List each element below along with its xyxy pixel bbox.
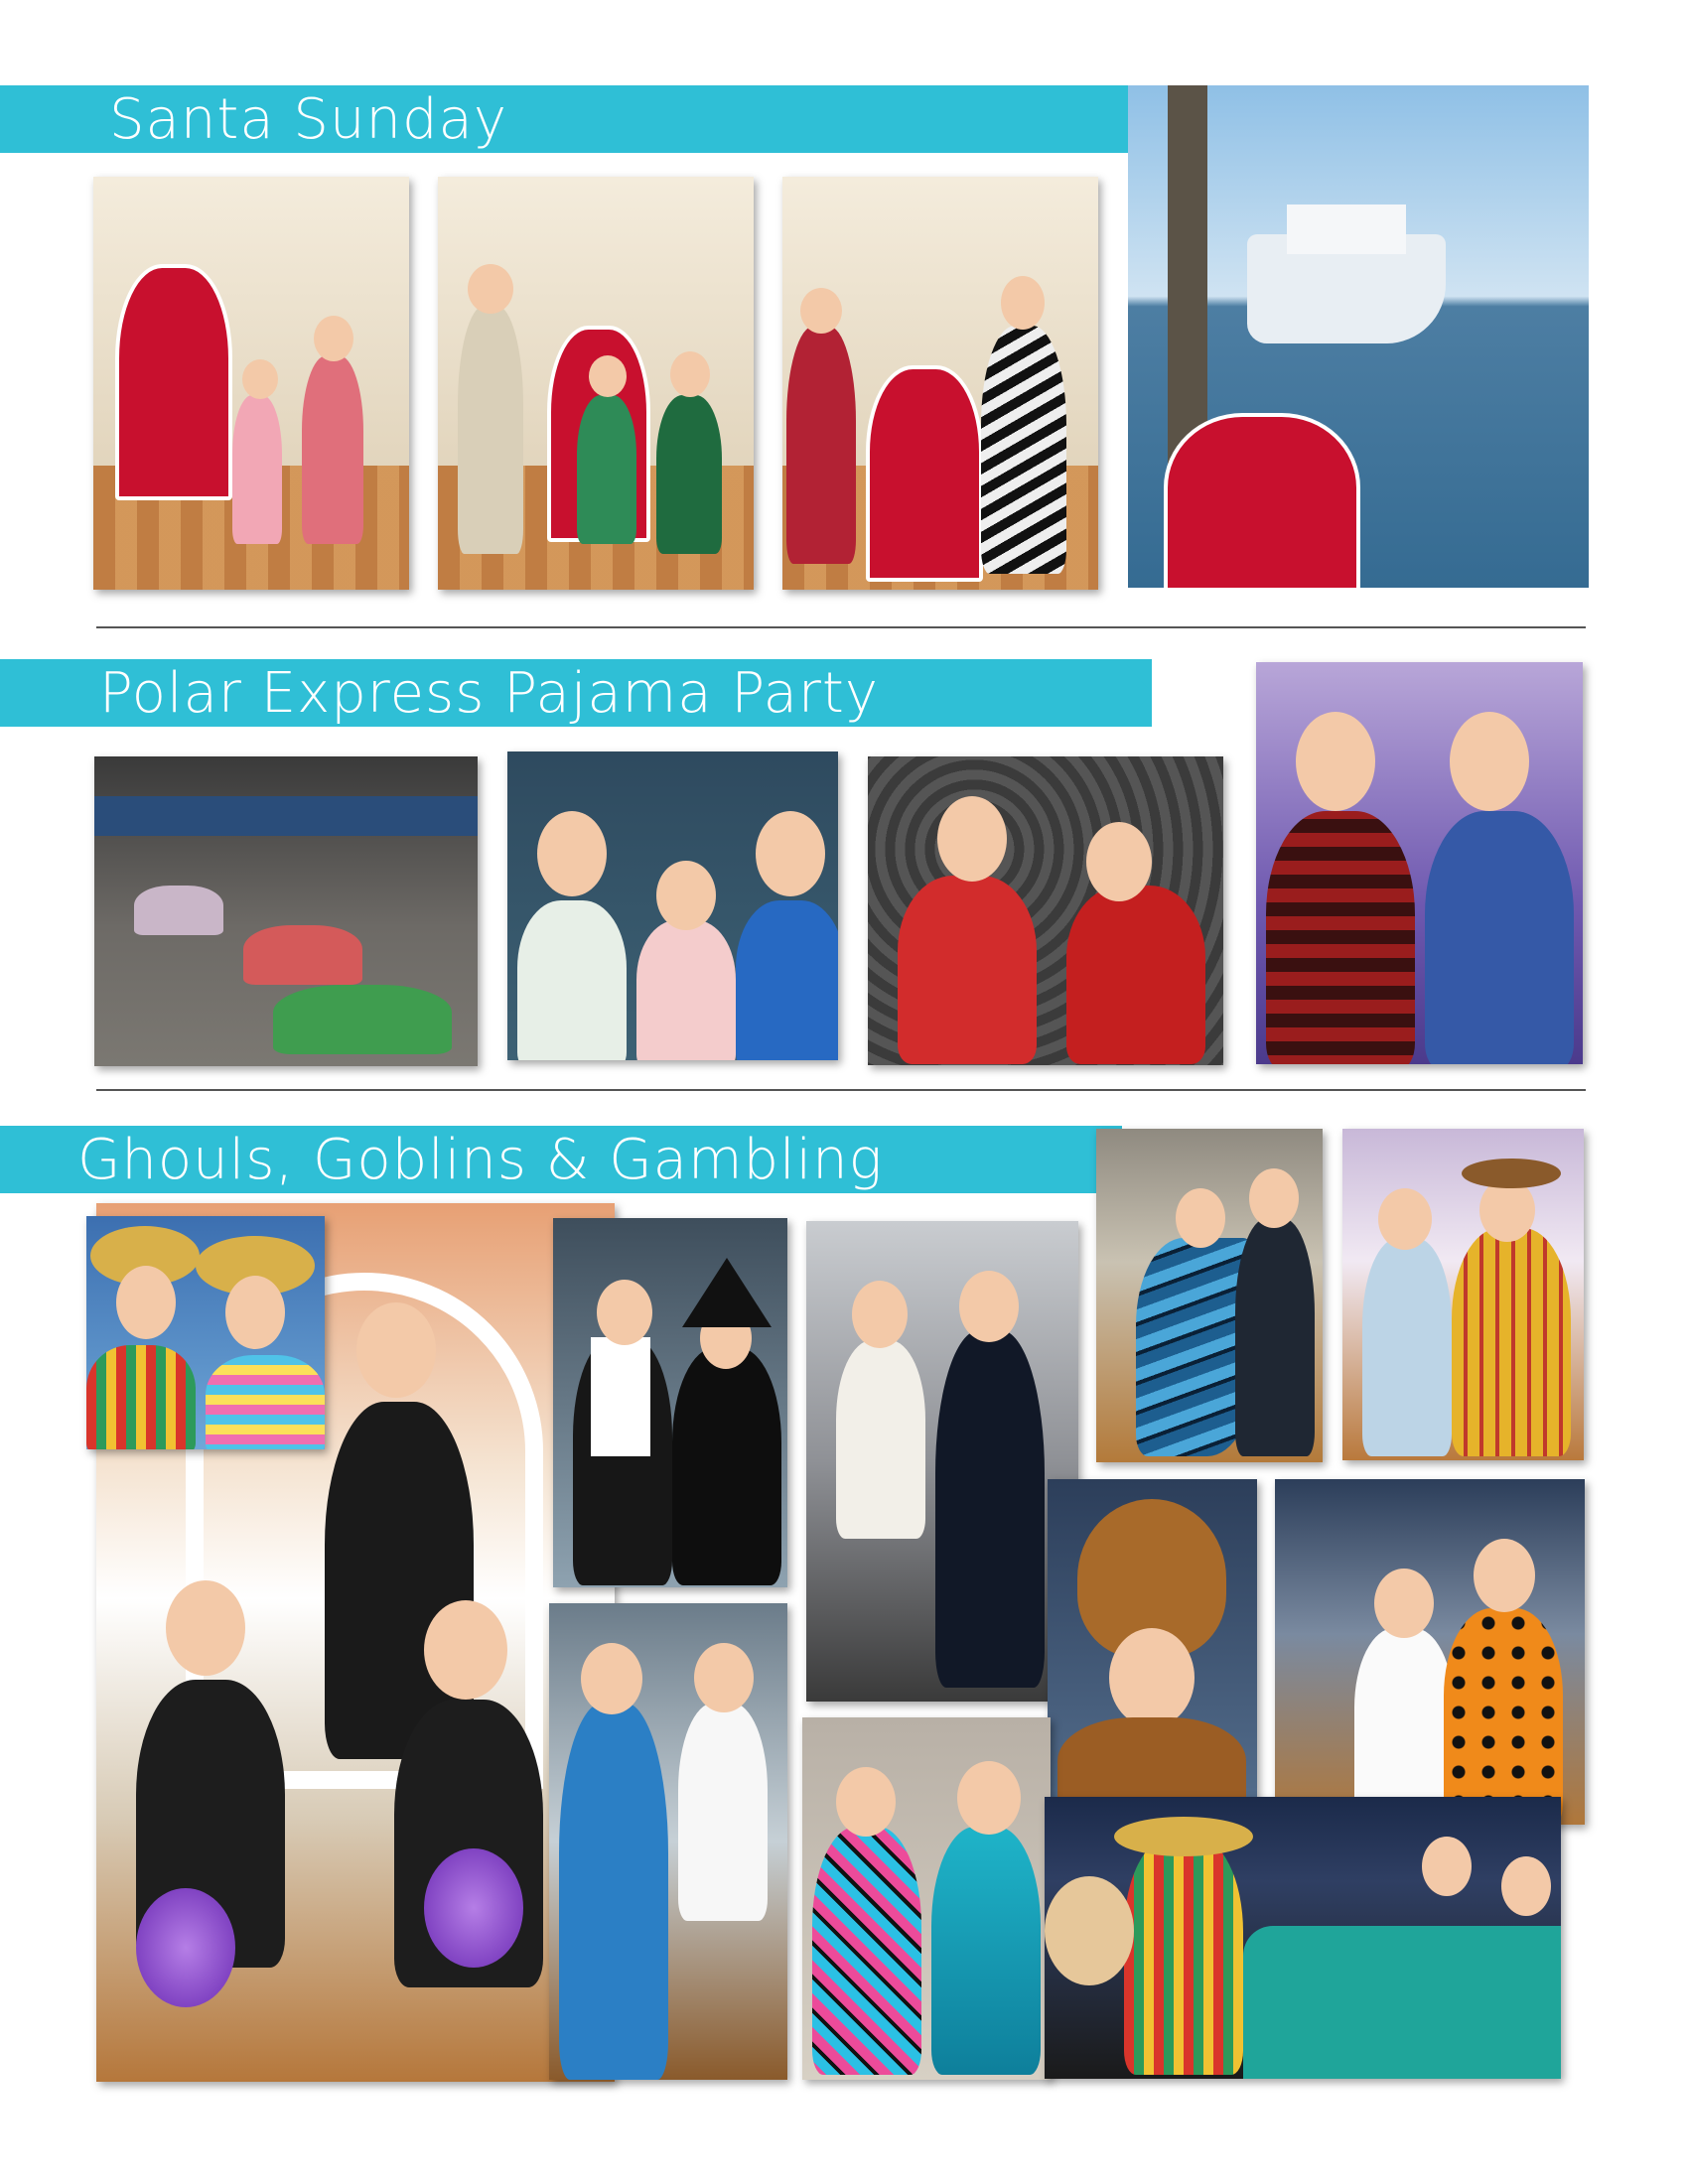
- photo-polar-4: [1256, 662, 1583, 1064]
- photo-ghouls-flintstones: [1275, 1479, 1585, 1825]
- photo-santa-1: [93, 177, 409, 590]
- photo-santa-boat: [1128, 85, 1589, 588]
- photo-ghouls-witch: [553, 1218, 787, 1587]
- photo-ghouls-woody: [1342, 1129, 1584, 1460]
- section-title: Ghouls, Goblins & Gambling: [77, 1127, 884, 1192]
- section-title: Polar Express Pajama Party: [99, 660, 880, 726]
- letters-to-santa-mailbox: [115, 264, 232, 500]
- photo-santa-3: [782, 177, 1098, 590]
- photo-ghouls-sombreros: [86, 1216, 325, 1449]
- section-divider: [96, 1089, 1586, 1091]
- photo-ghouls-barbie-ken: [802, 1717, 1051, 2080]
- photo-ghouls-nurse-doctor: [549, 1603, 787, 2080]
- section-title: Santa Sunday: [109, 86, 507, 152]
- section-banner-ghouls-goblins-gambling: [0, 1126, 1122, 1193]
- section-banner-santa-sunday: [0, 85, 1170, 153]
- photo-polar-1: [94, 756, 478, 1066]
- photo-polar-3: [868, 756, 1223, 1065]
- section-banner-polar-express: [0, 659, 1152, 727]
- photo-ghouls-scooby: [1048, 1479, 1257, 1819]
- photo-ghouls-sailors: [806, 1221, 1078, 1702]
- photo-ghouls-butterfly: [1096, 1129, 1323, 1462]
- section-divider: [96, 626, 1586, 628]
- photo-polar-2: [507, 751, 838, 1060]
- banner-arrow: [1122, 659, 1152, 727]
- photo-santa-2: [438, 177, 754, 590]
- photo-ghouls-casino: [1045, 1797, 1561, 2079]
